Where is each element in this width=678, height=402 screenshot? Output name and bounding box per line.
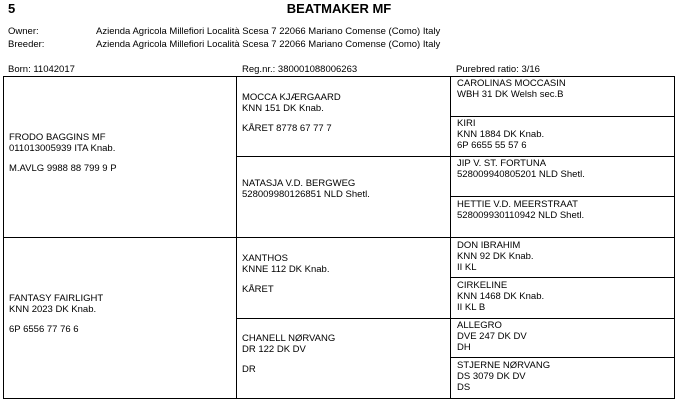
purebred-ratio: Purebred ratio: 3/16 <box>456 64 540 75</box>
grid-top-line <box>3 76 675 77</box>
ancestor-reg: 528009940805201 NLD Shetl. <box>457 169 585 180</box>
grid-g3-line-3 <box>450 277 675 278</box>
ancestor-reg: KNN 92 DK Knab. <box>457 251 534 262</box>
ancestor-name: HETTIE V.D. MEERSTRAAT <box>457 199 578 210</box>
dam-reg: KNN 2023 DK Knab. <box>9 304 97 315</box>
grid-g3-line-1 <box>450 116 675 117</box>
gen3-ancestor-5 <box>457 240 534 273</box>
grid-col3-line <box>450 76 451 399</box>
owner-value: Azienda Agricola Millefiori Località Scesa 7 22066 Mariano Comense (Como) Italy <box>96 26 441 37</box>
born-date: Born: 11042017 <box>8 64 75 75</box>
grid-bottom-line <box>3 398 675 399</box>
dam-sire-extra: KÅRET <box>242 284 274 295</box>
dam-dam-extra: DR <box>242 364 256 375</box>
dam-cell <box>9 293 103 335</box>
sire-name: FRODO BAGGINS MF <box>9 132 106 143</box>
grid-sire-split-line <box>236 156 675 157</box>
sire-extra: M.AVLG 9988 88 799 9 P <box>9 163 117 174</box>
grid-left-line <box>3 76 4 399</box>
ancestor-extra: 6P 6655 55 57 6 <box>457 140 527 151</box>
breeder-label: Breeder: <box>8 39 45 50</box>
gen3-ancestor-7 <box>457 320 527 353</box>
grid-dam-split-line <box>236 318 675 319</box>
ancestor-reg: DVE 247 DK DV <box>457 331 527 342</box>
ancestor-reg: DS 3079 DK DV <box>457 371 526 382</box>
registration-number: Reg.nr.: 380001088006263 <box>242 64 358 75</box>
sire-reg: 011013005939 ITA Knab. <box>9 143 116 154</box>
ancestor-name: STJERNE NØRVANG <box>457 360 551 371</box>
sire-sire-extra: KÅRET 8778 67 77 7 <box>242 123 332 134</box>
gen3-ancestor-3 <box>457 158 585 180</box>
breeder-value: Azienda Agricola Millefiori Località Scesa 7 22066 Mariano Comense (Como) Italy <box>96 39 441 50</box>
gen3-ancestor-1 <box>457 78 566 100</box>
dam-sire-cell <box>242 253 329 295</box>
ancestor-name: JIP V. ST. FORTUNA <box>457 158 547 169</box>
ancestor-reg: WBH 31 DK Welsh sec.B <box>457 89 564 100</box>
gen3-ancestor-2 <box>457 118 544 151</box>
gen3-ancestor-6 <box>457 280 544 313</box>
ancestor-extra: II KL <box>457 262 477 273</box>
gen3-ancestor-8 <box>457 360 550 393</box>
sire-sire-reg: KNN 151 DK Knab. <box>242 103 324 114</box>
grid-g3-line-4 <box>450 357 675 358</box>
dam-sire-reg: KNNE 112 DK Knab. <box>242 264 330 275</box>
grid-g3-line-2 <box>450 196 675 197</box>
ancestor-name: DON IBRAHIM <box>457 240 521 251</box>
dam-extra: 6P 6556 77 76 6 <box>9 324 79 335</box>
sire-sire-cell <box>242 92 341 134</box>
ancestor-name: KIRI <box>457 118 476 129</box>
catalog-number: 5 <box>8 1 16 16</box>
ancestor-extra: DS <box>457 382 471 393</box>
gen3-ancestor-4 <box>457 199 584 221</box>
horse-name-title: BEATMAKER MF <box>286 1 392 16</box>
dam-dam-reg: DR 122 DK DV <box>242 344 306 355</box>
sire-dam-name: NATASJA V.D. BERGWEG <box>242 178 356 189</box>
grid-col2-line <box>236 76 237 399</box>
ancestor-reg: KNN 1884 DK Knab. <box>457 129 545 140</box>
sire-dam-cell <box>242 178 370 200</box>
grid-middle-line <box>3 237 675 238</box>
ancestor-extra: DH <box>457 342 471 353</box>
ancestor-reg: 528009930110942 NLD Shetl. <box>457 210 585 221</box>
sire-dam-reg: 528009980126851 NLD Shetl. <box>242 189 370 200</box>
dam-sire-name: XANTHOS <box>242 253 288 264</box>
sire-sire-name: MOCCA KJÆRGAARD <box>242 92 341 103</box>
ancestor-name: CAROLINAS MOCCASIN <box>457 78 566 89</box>
dam-name: FANTASY FAIRLIGHT <box>9 293 104 304</box>
ancestor-extra: II KL B <box>457 302 486 313</box>
owner-label: Owner: <box>8 26 39 37</box>
sire-cell <box>9 132 117 174</box>
ancestor-name: ALLEGRO <box>457 320 502 331</box>
dam-dam-cell <box>242 333 335 375</box>
ancestor-name: CIRKELINE <box>457 280 508 291</box>
grid-right-line <box>674 76 675 399</box>
ancestor-reg: KNN 1468 DK Knab. <box>457 291 545 302</box>
dam-dam-name: CHANELL NØRVANG <box>242 333 336 344</box>
